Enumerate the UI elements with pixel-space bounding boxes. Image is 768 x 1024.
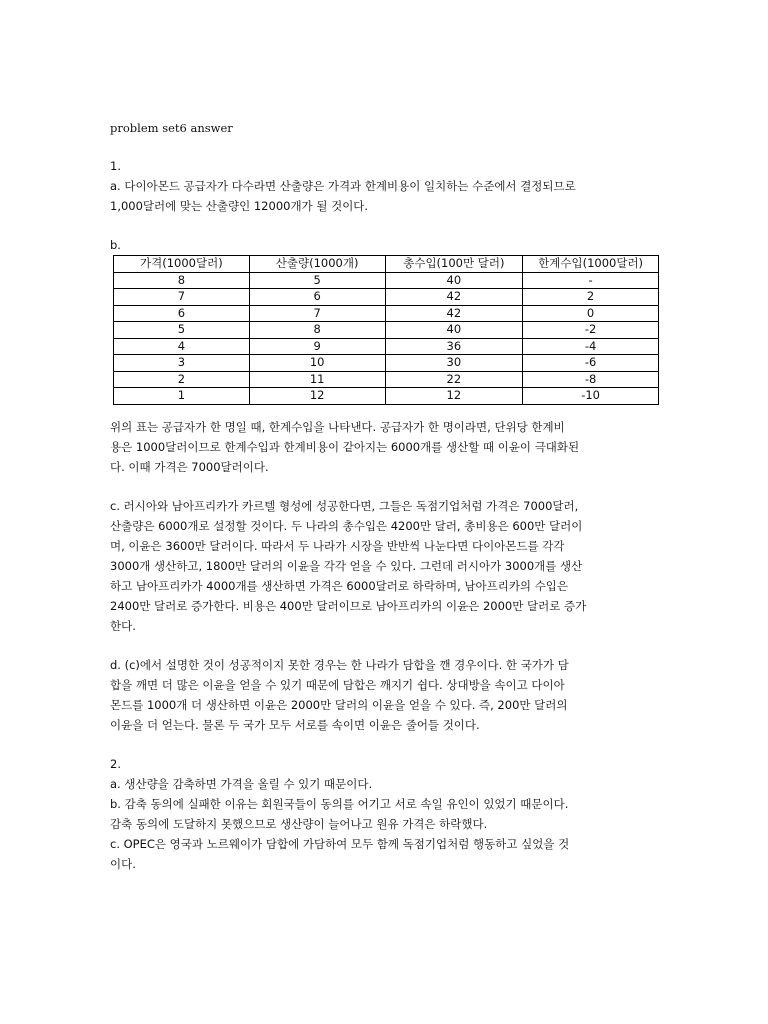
table-cell: -4 bbox=[523, 338, 659, 355]
q2-paragraph bbox=[110, 774, 658, 874]
table-cell: 9 bbox=[249, 338, 385, 355]
table-cell: 7 bbox=[114, 289, 250, 306]
q1d-line-2: 합을 깨면 더 많은 이윤을 얻을 수 있기 때문에 담합은 깨지기 쉽다. 상대방을 속이고 다이아 bbox=[110, 677, 565, 692]
table-cell: 8 bbox=[114, 272, 250, 289]
table-row bbox=[114, 371, 659, 388]
q1b-paragraph bbox=[110, 417, 658, 477]
table-cell: 42 bbox=[385, 289, 523, 306]
q1d-line-1: d. (c)에서 설명한 것이 성공적이지 못한 경우는 한 나라가 담합을 깬 경우이다. 한 국가가 담 bbox=[110, 657, 569, 672]
document-page bbox=[110, 118, 658, 874]
q1b-line-3: 다. 이때 가격은 7000달러이다. bbox=[110, 459, 269, 474]
table-cell: -10 bbox=[523, 388, 659, 405]
document-title: problem set6 answer bbox=[110, 121, 233, 135]
table-row bbox=[114, 338, 659, 355]
table-cell: 8 bbox=[249, 322, 385, 339]
table-row bbox=[114, 289, 659, 306]
table-header-row bbox=[114, 256, 659, 273]
q1c-paragraph bbox=[110, 496, 658, 636]
q1c-line-1: c. 러시아와 남아프리카가 카르텔 형성에 성공한다면, 그들은 독점기업처럼 가격은 7000달러, bbox=[110, 498, 579, 513]
q1a-line-1: a. 다이아몬드 공급자가 다수라면 산출량은 가격과 한계비용이 일치하는 수준에서 결정되므로 bbox=[110, 179, 576, 193]
table-cell: 1 bbox=[114, 388, 250, 405]
table-cell: 5 bbox=[114, 322, 250, 339]
table-cell: 22 bbox=[385, 371, 523, 388]
q2-line-1: a. 생산량을 감축하면 가격을 올릴 수 있기 때문이다. bbox=[110, 776, 373, 791]
table-cell: 2 bbox=[523, 289, 659, 306]
table-cell: 12 bbox=[385, 388, 523, 405]
table-cell: 36 bbox=[385, 338, 523, 355]
table-cell: 42 bbox=[385, 305, 523, 322]
table-cell: -6 bbox=[523, 355, 659, 372]
q1b-line-1: 위의 표는 공급자가 한 명일 때, 한계수입을 나타낸다. 공급자가 한 명이라면, 단위당 한계비 bbox=[110, 419, 565, 434]
header-output: 산출량(1000개) bbox=[249, 256, 385, 273]
question-2-number: 2. bbox=[110, 756, 121, 771]
q1c-line-5: 하고 남아프리카가 4000개를 생산하면 가격은 6000달러로 하락하며, 남아프리카의 수입은 bbox=[110, 578, 569, 593]
table-cell: 6 bbox=[249, 289, 385, 306]
q2-line-3: 감축 동의에 도달하지 못했으므로 생산량이 늘어나고 원유 가격은 하락했다. bbox=[110, 816, 488, 831]
table-cell: 0 bbox=[523, 305, 659, 322]
table-cell: -8 bbox=[523, 371, 659, 388]
table-cell: 7 bbox=[249, 305, 385, 322]
q1c-line-2: 산출량은 6000개로 설정할 것이다. 두 나라의 총수입은 4200만 달러, 총비용은 600만 달러이 bbox=[110, 518, 583, 533]
table-cell: 40 bbox=[385, 272, 523, 289]
table-cell: 10 bbox=[249, 355, 385, 372]
table-cell: -2 bbox=[523, 322, 659, 339]
table-cell: 4 bbox=[114, 338, 250, 355]
table-cell: 12 bbox=[249, 388, 385, 405]
q1b-label: b. bbox=[110, 238, 121, 252]
q2-line-5: 이다. bbox=[110, 856, 136, 871]
table-cell: - bbox=[523, 272, 659, 289]
question-1-number: 1. bbox=[110, 159, 121, 173]
q1a-line-2: 1,000달러에 맞는 산출량인 12000개가 될 것이다. bbox=[110, 199, 369, 213]
table-row bbox=[114, 322, 659, 339]
q1c-line-7: 한다. bbox=[110, 618, 136, 633]
table-cell: 11 bbox=[249, 371, 385, 388]
table-row bbox=[114, 272, 659, 289]
price-output-table bbox=[113, 255, 659, 405]
table-row bbox=[114, 355, 659, 372]
table-cell: 40 bbox=[385, 322, 523, 339]
q2-line-4: c. OPEC은 영국과 노르웨이가 담합에 가담하여 모두 함께 독점기업처럼 행동하고 싶었을 것 bbox=[110, 836, 570, 851]
header-total-revenue: 총수입(100만 달러) bbox=[385, 256, 523, 273]
q1c-line-4: 3000개 생산하고, 1800만 달러의 이윤을 각각 얻을 수 있다. 그런데 러시아가 3000개를 생산 bbox=[110, 558, 583, 573]
q2-line-2: b. 감축 동의에 실패한 이유는 회원국들이 동의를 어기고 서로 속일 유인이 있었기 때문이다. bbox=[110, 796, 569, 811]
q1c-line-3: 며, 이윤은 3600만 달러이다. 따라서 두 나라가 시장을 반반씩 나눈다면 다이아몬드를 각각 bbox=[110, 538, 565, 553]
q1c-line-6: 2400만 달러로 증가한다. 비용은 400만 달러이므로 남아프리카의 이윤은 2000만 달러로 증가 bbox=[110, 598, 587, 613]
header-marginal-revenue: 한계수입(1000달러) bbox=[523, 256, 659, 273]
table-cell: 6 bbox=[114, 305, 250, 322]
q1d-line-3: 몬드를 1000개 더 생산하면 이윤은 2000만 달러의 이윤을 얻을 수 있다. 즉, 200만 달러의 bbox=[110, 697, 568, 712]
table-row bbox=[114, 388, 659, 405]
table-cell: 30 bbox=[385, 355, 523, 372]
q1b-line-2: 용은 1000달러이므로 한계수입과 한계비용이 같아지는 6000개를 생산할 때 이윤이 극대화된 bbox=[110, 439, 580, 454]
q1d-line-4: 이윤을 더 얻는다. 물론 두 국가 모두 서로를 속이면 이윤은 줄어들 것이다. bbox=[110, 717, 480, 732]
header-price: 가격(1000달러) bbox=[114, 256, 250, 273]
q1d-paragraph bbox=[110, 655, 658, 735]
table-cell: 3 bbox=[114, 355, 250, 372]
table-cell: 5 bbox=[249, 272, 385, 289]
table-cell: 2 bbox=[114, 371, 250, 388]
table-row bbox=[114, 305, 659, 322]
